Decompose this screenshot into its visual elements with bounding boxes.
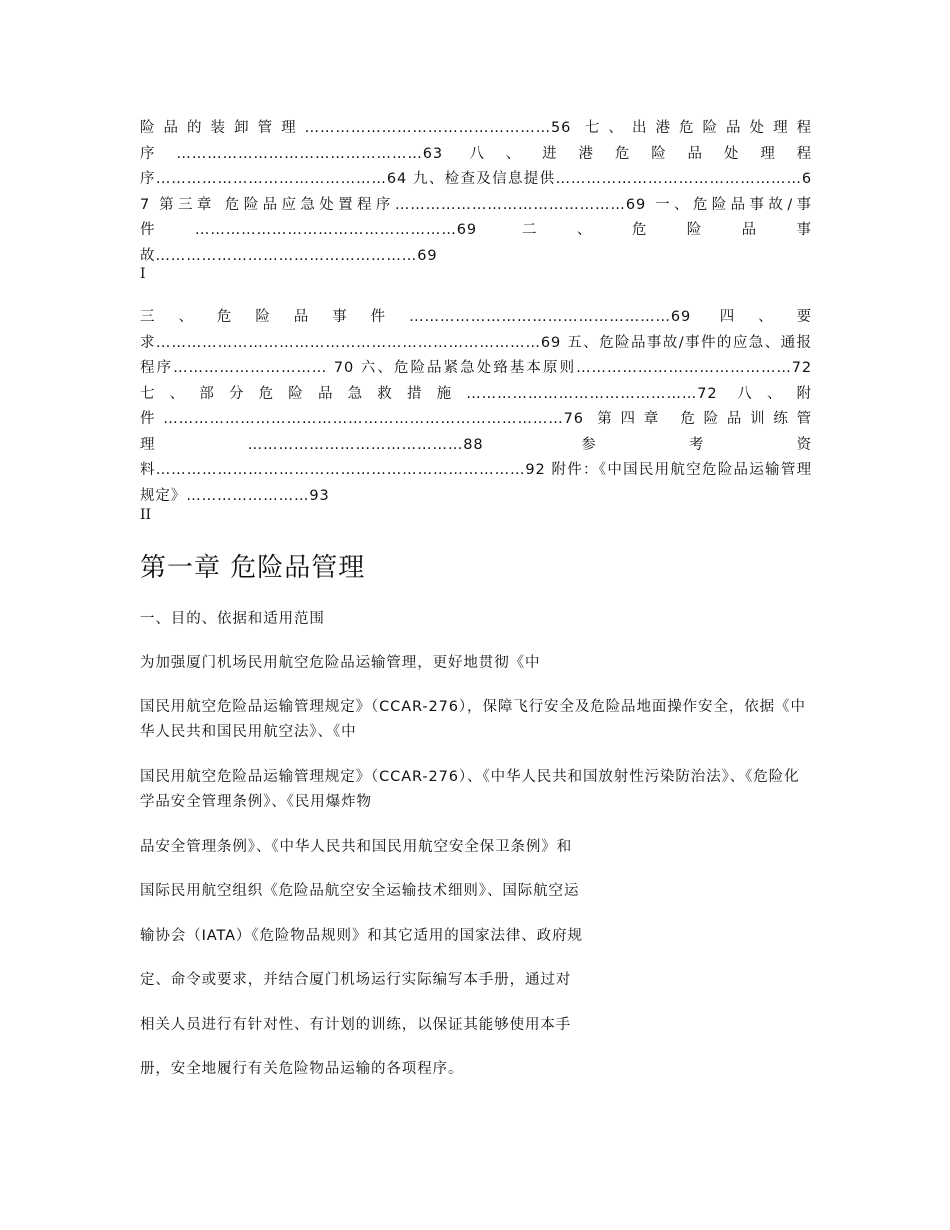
toc-block-2: 三、危险品事件……………………………………………69 四、要求…………………………………………………………………69 五、危险品事故/事件的应急、通报程序………………………… 70 六、危险品紧急处臵基本原则……………………………………72 七、部分危险品急救措施………………………………………72 八、附件……………………………………………………………………76 第四章 危险品训练管理……………………………………88 参考资料………………………………………………………………92 附件：《中国民用航空危险品运输管理规定》……………………93 [140,309,812,504]
page-marker-roman-1: I [140,266,146,282]
paragraph-line: 相关人员进行有针对性、有计划的训练，以保证其能够使用本手 [140,1017,572,1033]
paragraph-line: 国际民用航空组织《危险品航空安全运输技术细则》、国际航空运 [140,883,580,899]
chapter-title: 第一章 危险品管理 [140,553,366,583]
section-title: 一、目的、依据和适用范围 [140,611,325,627]
page-marker-roman-2: II [140,507,152,523]
paragraph-line: 定、命令或要求，并结合厦门机场运行实际编写本手册，通过对 [140,972,572,988]
paragraph-line: 输协会（IATA）《危险物品规则》和其它适用的国家法律、政府规 [140,928,583,944]
paragraph-line: 册，安全地履行有关危险物品运输的各项程序。 [140,1061,464,1077]
toc-block-1: 险品的装卸管理…………………………………………56 七、出港危险品处理程序…………………………………………63 八、进港危险品处理程序………………………………………64 九、检查及信息提供…………………………………………67 第三章 危险品应急处置程序………………………………………69 一、危险品事故/事件……………………………………………69 二、危险品事故……………………………………………69 [140,120,812,264]
paragraph-line: 国民用航空危险品运输管理规定》（CCAR-276），保障飞行安全及危险品地面操作安全，依据《中华人民共和国民用航空法》、《中 [140,699,806,740]
paragraph-line: 品安全管理条例》、《中华人民共和国民用航空安全保卫条例》和 [140,839,573,855]
paragraph-line: 国民用航空危险品运输管理规定》（CCAR-276）、《中华人民共和国放射性污染防治法》、《危险化学品安全管理条例》、《民用爆炸物 [140,769,800,810]
paragraph-line: 为加强厦门机场民用航空危险品运输管理，更好地贯彻《中 [140,655,541,671]
